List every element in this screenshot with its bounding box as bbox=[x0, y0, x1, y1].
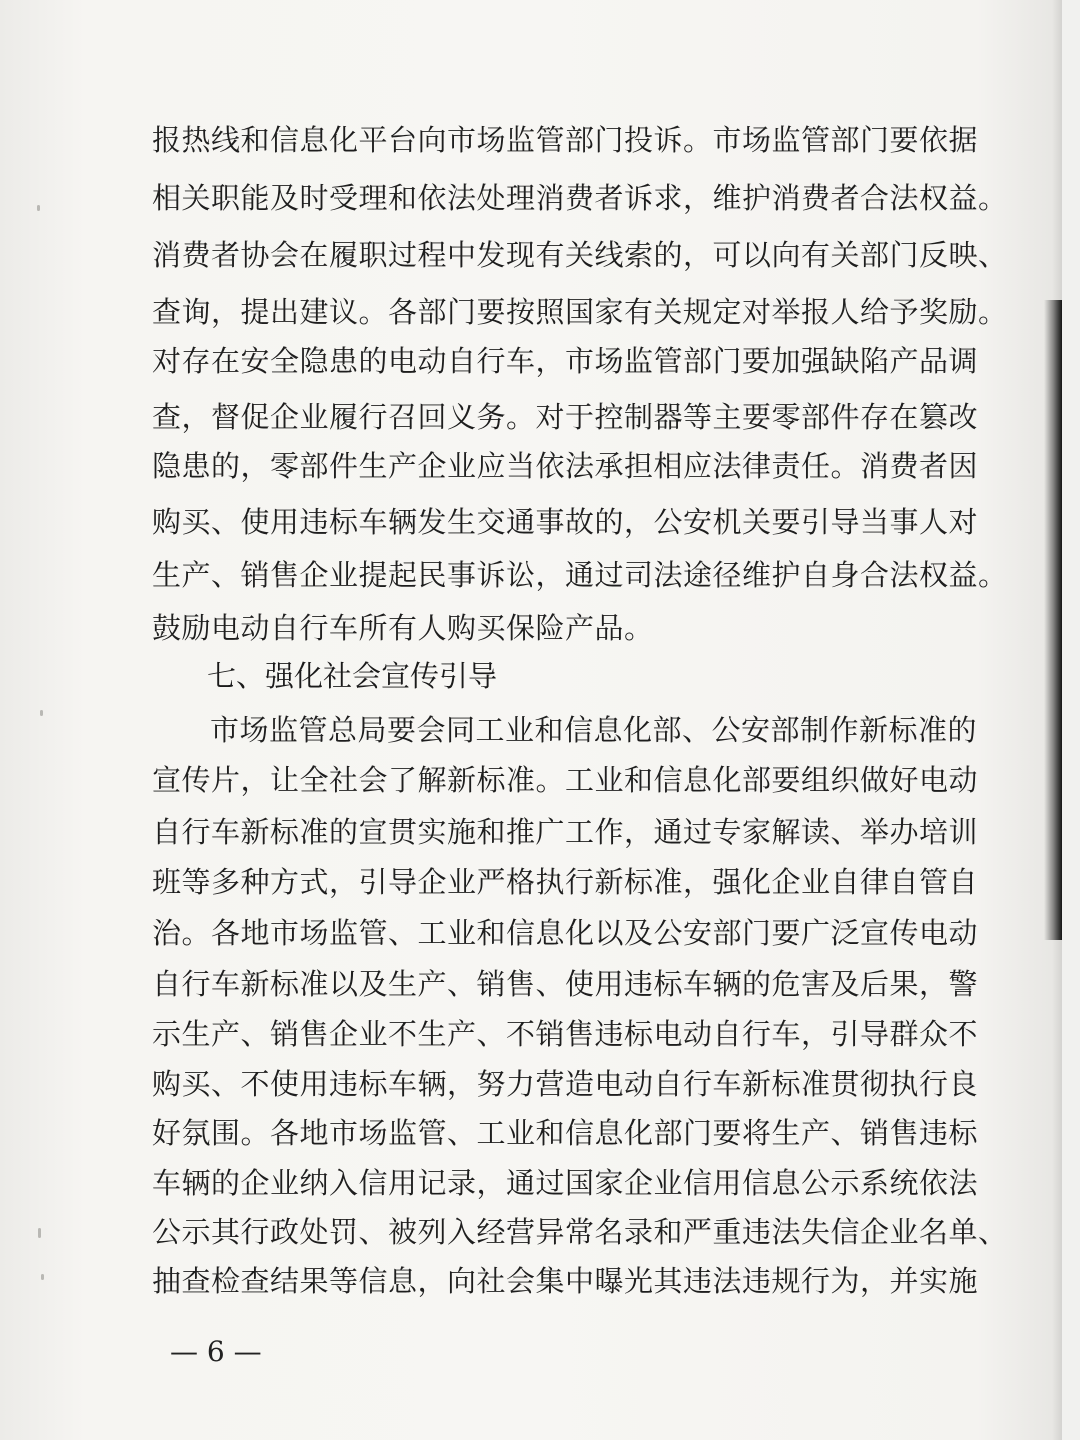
section-heading: 七、强化社会宣传引导 bbox=[207, 659, 498, 693]
text-line: 鼓励电动自行车所有人购买保险产品。 bbox=[152, 611, 654, 645]
scan-speck bbox=[41, 1274, 44, 1280]
text-line: 报热线和信息化平台向市场监管部门投诉。市场监管部门要依据 bbox=[152, 123, 979, 157]
scan-speck bbox=[37, 205, 40, 211]
text-line: 查，督促企业履行召回义务。对于控制器等主要零部件存在篡改 bbox=[152, 400, 979, 434]
text-line: 消费者协会在履职过程中发现有关线索的，可以向有关部门反映、 bbox=[152, 238, 1008, 272]
page-number: — 6 — bbox=[170, 1335, 262, 1368]
text-line: 隐患的，零部件生产企业应当依法承担相应法律责任。消费者因 bbox=[152, 449, 979, 483]
text-line: 购买、使用违标车辆发生交通事故的，公安机关要引导当事人对 bbox=[152, 505, 979, 539]
text-line: 班等多种方式，引导企业严格执行新标准，强化企业自律自管自 bbox=[152, 865, 979, 899]
text-line: 对存在安全隐患的电动自行车，市场监管部门要加强缺陷产品调 bbox=[152, 344, 979, 378]
text-line: 查询，提出建议。各部门要按照国家有关规定对举报人给予奖励。 bbox=[152, 295, 1008, 329]
text-line: 车辆的企业纳入信用记录，通过国家企业信用信息公示系统依法 bbox=[152, 1166, 979, 1200]
text-line: 自行车新标准的宣贯实施和推广工作，通过专家解读、举办培训 bbox=[152, 815, 979, 849]
text-line: 治。各地市场监管、工业和信息化以及公安部门要广泛宣传电动 bbox=[152, 916, 979, 950]
text-line: 好氛围。各地市场监管、工业和信息化部门要将生产、销售违标 bbox=[152, 1116, 979, 1150]
paragraph-first-line: 市场监管总局要会同工业和信息化部、公安部制作新标准的 bbox=[210, 713, 978, 747]
text-line: 公示其行政处罚、被列入经营异常名录和严重违法失信企业名单、 bbox=[152, 1215, 1008, 1249]
text-line: 宣传片，让全社会了解新标准。工业和信息化部要组织做好电动 bbox=[152, 763, 979, 797]
page-fold-shadow bbox=[1044, 300, 1062, 940]
text-line: 自行车新标准以及生产、销售、使用违标车辆的危害及后果，警 bbox=[152, 967, 979, 1001]
text-line: 相关职能及时受理和依法处理消费者诉求，维护消费者合法权益。 bbox=[152, 181, 1008, 215]
text-line: 购买、不使用违标车辆，努力营造电动自行车新标准贯彻执行良 bbox=[152, 1067, 979, 1101]
scan-speck bbox=[38, 1228, 41, 1238]
text-line: 抽查检查结果等信息，向社会集中曝光其违法违规行为，并实施 bbox=[152, 1264, 979, 1298]
scan-speck bbox=[40, 710, 43, 716]
text-line: 生产、销售企业提起民事诉讼，通过司法途径维护自身合法权益。 bbox=[152, 558, 1008, 592]
text-line: 示生产、销售企业不生产、不销售违标电动自行车，引导群众不 bbox=[152, 1017, 979, 1051]
